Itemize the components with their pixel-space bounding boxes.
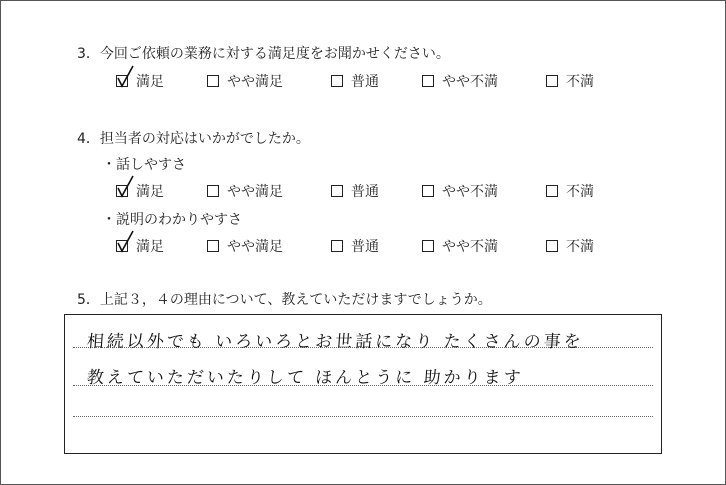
q4-sub2-option-somewhat-dissatisfied[interactable]: [422, 236, 498, 256]
option-label: やや不満: [442, 239, 498, 255]
checkbox[interactable]: [546, 75, 558, 87]
q4-sub2-option-satisfied[interactable]: [116, 236, 164, 256]
checkbox-checked[interactable]: [116, 185, 128, 197]
q4-sub1-option-satisfied[interactable]: [116, 181, 164, 201]
option-label: 満足: [136, 184, 164, 200]
option-label: やや満足: [227, 184, 283, 200]
checkbox[interactable]: [331, 185, 343, 197]
q4-sub2-label: ・説明のわかりやすさ: [102, 212, 242, 228]
question-3-label: 3．今回ご依頼の業務に対する満足度をお聞かせください。: [77, 46, 450, 62]
option-label: 満足: [136, 74, 164, 90]
question-4-label: 4．担当者の対応はいかがでしたか。: [77, 131, 310, 147]
q4-sub1-label: ・話しやすさ: [102, 157, 186, 173]
q3-option-dissatisfied[interactable]: [546, 71, 594, 91]
checkbox[interactable]: [422, 75, 434, 87]
option-label: 不満: [566, 184, 594, 200]
q3-option-somewhat-satisfied[interactable]: [207, 71, 283, 91]
option-label: やや満足: [227, 239, 283, 255]
option-label: やや不満: [442, 74, 498, 90]
option-label: やや不満: [442, 184, 498, 200]
option-label: 満足: [136, 239, 164, 255]
option-label: 普通: [351, 74, 379, 90]
option-label: 不満: [566, 239, 594, 255]
answer-rule: [73, 416, 653, 417]
checkmark-icon: [115, 64, 137, 90]
checkmark-icon: [115, 174, 137, 200]
checkbox[interactable]: [422, 240, 434, 252]
checkbox-checked[interactable]: [116, 75, 128, 87]
checkbox[interactable]: [207, 240, 219, 252]
checkmark-icon: [115, 229, 137, 255]
option-label: やや満足: [227, 74, 283, 90]
checkbox-checked[interactable]: [116, 240, 128, 252]
checkbox[interactable]: [331, 75, 343, 87]
option-label: 不満: [566, 74, 594, 90]
q4-sub2-option-somewhat-satisfied[interactable]: [207, 236, 283, 256]
checkbox[interactable]: [331, 240, 343, 252]
q4-sub2-option-neutral[interactable]: [331, 236, 379, 256]
q3-option-somewhat-dissatisfied[interactable]: [422, 71, 498, 91]
checkbox[interactable]: [207, 75, 219, 87]
q4-sub1-option-neutral[interactable]: [331, 181, 379, 201]
q4-sub1-option-somewhat-satisfied[interactable]: [207, 181, 283, 201]
checkbox[interactable]: [207, 185, 219, 197]
q3-option-satisfied[interactable]: [116, 71, 164, 91]
handwritten-answer-line-1: 相続以外でも いろいろとお世話になり たくさんの事を: [86, 332, 585, 352]
handwritten-answer-line-2: 教えていただいたりして ほんとうに 助かります: [86, 368, 525, 388]
q3-option-neutral[interactable]: [331, 71, 379, 91]
question-5-label: 5．上記３，４の理由について、教えていただけますでしょうか。: [77, 292, 492, 308]
option-label: 普通: [351, 184, 379, 200]
q4-sub1-option-dissatisfied[interactable]: [546, 181, 594, 201]
checkbox[interactable]: [546, 240, 558, 252]
q4-sub2-option-dissatisfied[interactable]: [546, 236, 594, 256]
option-label: 普通: [351, 239, 379, 255]
q4-sub1-option-somewhat-dissatisfied[interactable]: [422, 181, 498, 201]
checkbox[interactable]: [422, 185, 434, 197]
checkbox[interactable]: [546, 185, 558, 197]
answer-box[interactable]: [64, 314, 662, 454]
